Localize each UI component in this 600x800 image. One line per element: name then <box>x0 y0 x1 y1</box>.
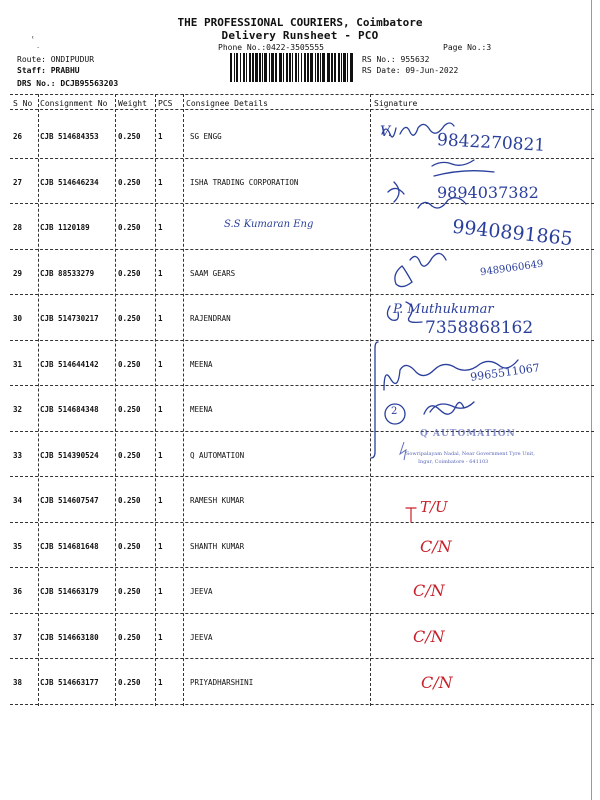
handwritten-note-36: C/N <box>413 581 445 600</box>
weight-cell: 0.250 <box>118 632 141 642</box>
consignee-cell: PRIYADHARSHINI <box>190 678 254 687</box>
barcode-bar <box>350 53 353 82</box>
rs-number: RS No.: 955632 <box>362 55 430 64</box>
handwritten-phone-27: 9894037382 <box>437 183 539 202</box>
weight-cell: 0.250 <box>118 587 141 596</box>
sno-cell: 34 <box>13 496 23 505</box>
phone-number: Phone No.:0422-3505555 <box>218 43 324 52</box>
barcode-bar <box>255 53 258 82</box>
barcode-bar <box>317 53 319 82</box>
consignee-cell: SHANTH KUMAR <box>190 541 245 551</box>
consignment-cell: CJB 514644142 <box>40 359 99 369</box>
sno-cell: 32 <box>13 405 23 414</box>
barcode-bar <box>240 53 241 82</box>
pcs-cell: 1 <box>158 450 163 460</box>
sno-cell: 29 <box>13 268 23 278</box>
barcode-bar <box>310 53 313 82</box>
weight-cell: 0.250 <box>118 268 141 278</box>
consignment-cell: CJB 514663179 <box>40 587 99 596</box>
sno-cell: 38 <box>13 678 23 687</box>
barcode-bar <box>347 53 348 82</box>
rs-date: RS Date: 09-Jun-2022 <box>362 66 459 75</box>
handwritten-note-35: C/N <box>420 537 452 556</box>
pcs-cell: 1 <box>158 587 163 596</box>
pcs-cell: 1 <box>158 132 163 141</box>
sno-cell: 37 <box>13 632 23 642</box>
col-consignment-header: Consignment No <box>40 99 108 108</box>
pcs-cell: 1 <box>158 177 163 187</box>
pcs-cell: 1 <box>158 314 163 323</box>
col-signature-header: Signature <box>374 99 418 108</box>
barcode-bar <box>262 53 263 82</box>
consignee-cell: ISHA TRADING CORPORATION <box>190 177 299 187</box>
barcode-bar <box>275 53 277 82</box>
consignment-cell: CJB 514646234 <box>40 177 99 187</box>
scan-speck-icon: ˓ <box>30 34 36 44</box>
barcode-bar <box>304 53 306 82</box>
pcs-cell: 1 <box>158 268 163 278</box>
pcs-cell: 1 <box>158 632 163 642</box>
barcode-bar <box>334 53 336 82</box>
barcode-bar <box>283 53 284 82</box>
sno-cell: 30 <box>13 314 23 323</box>
handwritten-phone-30: 7358868162 <box>425 318 534 338</box>
handwritten-note-34: T/U <box>420 498 448 516</box>
barcode-bar <box>264 53 267 82</box>
col-divider <box>155 94 156 706</box>
handwritten-name-30: P. Muthukumar <box>393 302 494 317</box>
consignee-cell: Q AUTOMATION <box>190 450 245 460</box>
pcs-cell: 1 <box>158 359 163 369</box>
sno-cell: 28 <box>13 223 23 232</box>
barcode-bar <box>249 53 251 82</box>
consignment-cell: CJB 514390524 <box>40 450 99 460</box>
consignee-cell: RAJENDRAN <box>190 314 231 323</box>
barcode-bar <box>252 53 254 82</box>
sno-cell: 31 <box>13 359 23 369</box>
barcode-bar <box>307 53 309 82</box>
weight-cell: 0.250 <box>118 314 141 323</box>
document-title: Delivery Runsheet - PCO <box>221 29 379 42</box>
consignee-cell: JEEVA <box>190 587 213 596</box>
consignment-cell: CJB 514681648 <box>40 541 99 551</box>
consignment-cell: CJB 514663177 <box>40 678 99 687</box>
handwritten-mark <box>406 508 416 522</box>
consignee-cell: JEEVA <box>190 632 213 642</box>
weight-cell: 0.250 <box>118 177 141 187</box>
barcode-bar <box>236 53 238 82</box>
barcode-bar <box>230 53 232 82</box>
weight-cell: 0.250 <box>118 496 141 505</box>
barcode-bar <box>327 53 330 82</box>
signature-scribble <box>410 253 446 266</box>
weight-cell: 0.250 <box>118 405 141 414</box>
handwritten-note-38: C/N <box>421 673 453 692</box>
barcode-bar <box>246 53 247 82</box>
barcode-bar <box>289 53 291 82</box>
weight-cell: 0.250 <box>118 359 141 369</box>
consignee-cell: SG ENGG <box>190 132 222 141</box>
pcs-cell: 1 <box>158 496 163 505</box>
weight-cell: 0.250 <box>118 450 141 460</box>
col-sno-header: S No <box>13 99 33 108</box>
consignment-cell: CJB 514684353 <box>40 132 99 141</box>
scan-speck-icon: · <box>36 44 41 52</box>
col-pcs-header: PCS <box>158 99 173 108</box>
weight-cell: 0.250 <box>118 132 141 141</box>
barcode-bar <box>279 53 282 82</box>
sno-cell: 33 <box>13 450 23 460</box>
consignee-cell: RAMESH KUMAR <box>190 496 245 505</box>
barcode-bar <box>243 53 245 82</box>
consignment-cell: CJB 1120189 <box>40 223 90 232</box>
drs-number: DRS No.: DCJB95563203 <box>17 79 119 88</box>
col-divider <box>183 94 184 706</box>
handwritten-initial: V. <box>380 124 393 140</box>
barcode-bar <box>322 53 325 82</box>
barcode-bar <box>286 53 288 82</box>
barcode-bar <box>315 53 316 82</box>
table-top-rule <box>10 94 594 95</box>
stamp-address-1: Sowripalayam Nadal, Near Government Tyre Unit, <box>406 451 535 457</box>
stamp-company: Q AUTOMATION <box>420 429 516 439</box>
barcode-bar <box>331 53 333 82</box>
consignment-cell: CJB 514607547 <box>40 496 99 505</box>
barcode-bar <box>343 53 346 82</box>
barcode-bar <box>295 53 297 82</box>
col-consignee-header: Consignee Details <box>186 99 268 108</box>
pcs-cell: 1 <box>158 223 163 232</box>
consignment-cell: CJB 88533279 <box>40 268 95 278</box>
consignment-cell: CJB 514684348 <box>40 405 99 414</box>
handwritten-note-37: C/N <box>413 627 445 646</box>
consignee-cell: MEENA <box>190 405 213 414</box>
barcode-bar <box>301 53 302 82</box>
pcs-cell: 1 <box>158 405 163 414</box>
weight-cell: 0.250 <box>118 223 141 232</box>
sno-cell: 27 <box>13 177 23 187</box>
stamp-address-2: Ingur, Coimbatore - 641103 <box>418 459 489 465</box>
barcode-bar <box>271 53 274 82</box>
col-divider <box>38 94 39 706</box>
signature-bracket <box>371 342 378 458</box>
handwritten-phone-26: 9842270821 <box>436 130 546 156</box>
barcode-bar <box>292 53 293 82</box>
handwritten-circle-number: 2 <box>391 406 398 417</box>
barcode-bar <box>269 53 270 82</box>
sno-cell: 36 <box>13 587 23 596</box>
signature-scribble <box>395 266 412 287</box>
barcode-bar <box>320 53 321 82</box>
weight-cell: 0.250 <box>118 678 141 687</box>
barcode-bar <box>234 53 235 82</box>
barcode-bar <box>338 53 340 82</box>
weight-cell: 0.250 <box>118 541 141 551</box>
signature-scribble <box>388 182 404 202</box>
handwritten-phone-28: 9940891865 <box>451 215 574 251</box>
pcs-cell: 1 <box>158 541 163 551</box>
sno-cell: 26 <box>13 132 23 141</box>
handwritten-consignee-28: S.S Kumaran Eng <box>224 219 314 230</box>
consignee-cell: SAAM GEARS <box>190 268 236 278</box>
consignment-cell: CJB 514730217 <box>40 314 99 323</box>
consignment-cell: CJB 514663180 <box>40 632 99 642</box>
barcode-bar <box>259 53 261 82</box>
col-weight-header: Weight <box>118 99 147 108</box>
barcode-bar <box>298 53 299 82</box>
col-divider <box>115 94 116 706</box>
barcode-bar <box>341 53 342 82</box>
handwritten-phone-29: 9489060649 <box>479 258 545 279</box>
company-title: THE PROFESSIONAL COURIERS, Coimbatore <box>177 16 423 29</box>
handwritten-phone-32: 9965511067 <box>469 361 541 384</box>
pcs-cell: 1 <box>158 678 163 687</box>
barcode-icon <box>230 53 354 82</box>
staff: Staff: PRABHU <box>17 66 80 75</box>
signature-scribble <box>432 160 494 176</box>
route: Route: ONDIPUDUR <box>17 55 95 64</box>
sno-cell: 35 <box>13 541 23 551</box>
consignee-cell: MEENA <box>190 359 213 369</box>
page-number: Page No.:3 <box>443 43 492 52</box>
